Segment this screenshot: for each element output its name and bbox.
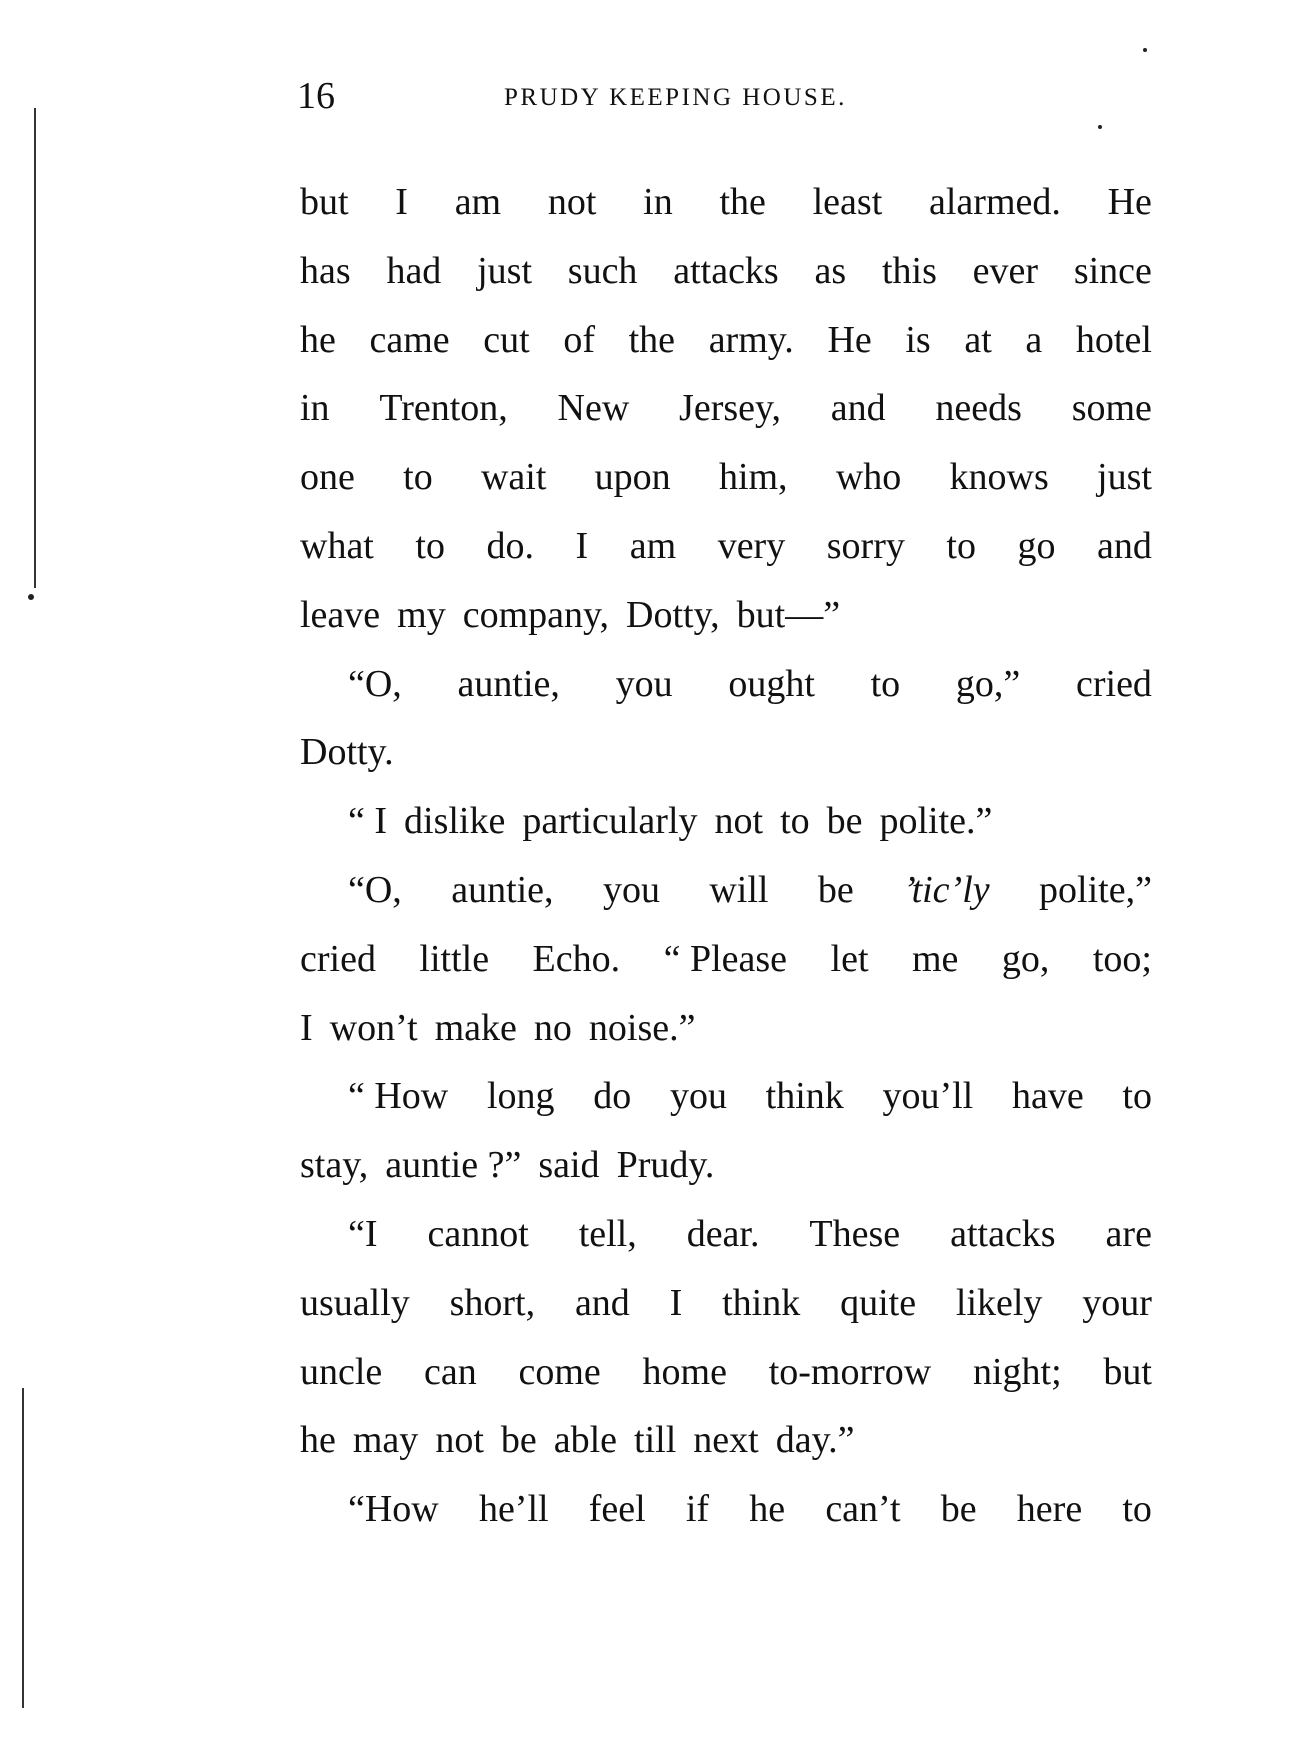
word: do bbox=[593, 1075, 632, 1118]
word: am bbox=[629, 524, 677, 567]
word: “ I bbox=[348, 800, 388, 843]
word: your bbox=[1082, 1281, 1152, 1324]
word: long bbox=[486, 1075, 555, 1118]
word: my bbox=[397, 593, 446, 636]
word: sorry bbox=[826, 524, 905, 567]
word: he’ll bbox=[478, 1488, 549, 1531]
word: auntie, bbox=[451, 868, 554, 911]
word: a bbox=[1025, 318, 1043, 361]
word: but—” bbox=[736, 593, 841, 636]
word: Prudy. bbox=[616, 1144, 715, 1187]
text-line bbox=[300, 1131, 1152, 1200]
word: noise.” bbox=[588, 1006, 696, 1049]
word: cried bbox=[1075, 662, 1152, 705]
word: attacks bbox=[673, 249, 779, 292]
word: ever bbox=[972, 249, 1039, 292]
word: too; bbox=[1092, 937, 1152, 980]
word: be bbox=[817, 868, 854, 911]
word: but bbox=[300, 181, 349, 223]
word: won’t bbox=[329, 1006, 418, 1049]
word: just bbox=[1097, 456, 1152, 499]
text-line bbox=[300, 581, 1152, 650]
word: feel bbox=[588, 1488, 646, 1531]
word: and bbox=[830, 387, 886, 430]
word: in bbox=[300, 387, 330, 430]
left-margin-scan-line bbox=[34, 108, 36, 588]
word: will bbox=[709, 868, 769, 911]
word: New bbox=[557, 387, 630, 430]
body-text bbox=[300, 168, 1152, 1544]
word: since bbox=[1073, 249, 1152, 292]
word: particularly bbox=[522, 800, 698, 843]
word: least bbox=[812, 181, 883, 223]
word: night; bbox=[972, 1350, 1062, 1393]
word: dear. bbox=[686, 1212, 760, 1255]
word: polite.” bbox=[879, 800, 993, 843]
word: These bbox=[809, 1212, 901, 1255]
text-line bbox=[300, 787, 1152, 856]
word: at bbox=[964, 318, 992, 361]
word: had bbox=[386, 249, 442, 292]
word: next bbox=[693, 1419, 759, 1462]
word: ’tic’ly bbox=[903, 868, 990, 911]
word: I bbox=[575, 524, 589, 567]
text-line bbox=[300, 1269, 1152, 1338]
word: needs bbox=[935, 387, 1022, 430]
word: home bbox=[642, 1350, 727, 1393]
word: likely bbox=[955, 1281, 1043, 1324]
word: to bbox=[403, 456, 433, 499]
word: knows bbox=[949, 456, 1049, 499]
word: dislike bbox=[404, 800, 506, 843]
word: have bbox=[1011, 1075, 1084, 1118]
word: army. bbox=[708, 318, 794, 361]
word: auntie, bbox=[457, 662, 560, 705]
word: to bbox=[780, 800, 810, 843]
word: ought bbox=[728, 662, 815, 705]
word: in bbox=[643, 181, 673, 223]
word: am bbox=[454, 181, 502, 223]
word: he bbox=[300, 318, 336, 361]
word: company, bbox=[462, 593, 610, 636]
word: to bbox=[946, 524, 976, 567]
running-head bbox=[297, 68, 1157, 118]
word: has bbox=[300, 249, 351, 292]
text-line bbox=[300, 306, 1152, 375]
word: day.” bbox=[775, 1419, 855, 1462]
text-line bbox=[300, 1475, 1152, 1544]
word: He bbox=[1107, 181, 1152, 223]
word: Echo. bbox=[532, 937, 621, 980]
word: not bbox=[547, 181, 597, 223]
word: cried bbox=[300, 937, 376, 980]
text-line bbox=[300, 1200, 1152, 1269]
word: to-morrow bbox=[768, 1350, 932, 1393]
word: Jersey, bbox=[679, 387, 782, 430]
word: to bbox=[870, 662, 901, 705]
text-line bbox=[300, 512, 1152, 581]
word: able bbox=[553, 1419, 618, 1462]
word: do. bbox=[486, 524, 534, 567]
word: wait bbox=[480, 456, 547, 499]
word: me bbox=[911, 937, 959, 980]
word: is bbox=[905, 318, 931, 361]
word: he bbox=[749, 1488, 786, 1531]
word: go, bbox=[1001, 937, 1050, 980]
word: as bbox=[814, 249, 847, 292]
text-line bbox=[300, 1338, 1152, 1407]
word: Dotty. bbox=[300, 731, 394, 774]
scan-speck bbox=[28, 594, 34, 600]
word: some bbox=[1071, 387, 1152, 430]
word: can bbox=[424, 1350, 477, 1393]
word: stay, bbox=[300, 1144, 369, 1187]
scan-speck bbox=[1098, 125, 1102, 129]
word: “ How bbox=[348, 1075, 449, 1118]
word: and bbox=[574, 1281, 630, 1324]
left-margin-scan-line-lower bbox=[22, 1388, 24, 1708]
word: here bbox=[1016, 1488, 1083, 1531]
word: be bbox=[826, 800, 863, 843]
word: to bbox=[415, 524, 445, 567]
text-line bbox=[300, 374, 1152, 443]
word: you bbox=[669, 1075, 727, 1118]
text-line bbox=[300, 1062, 1152, 1131]
word: leave bbox=[300, 593, 381, 636]
word: to bbox=[1122, 1075, 1152, 1118]
word: just bbox=[477, 249, 532, 292]
word: make bbox=[434, 1006, 517, 1049]
text-line bbox=[300, 718, 1152, 787]
word: are bbox=[1105, 1212, 1152, 1255]
word: no bbox=[533, 1006, 572, 1049]
word: he bbox=[300, 1419, 336, 1462]
word: cannot bbox=[427, 1212, 529, 1255]
word: polite,” bbox=[1039, 868, 1152, 911]
word: you bbox=[602, 868, 660, 911]
word: the bbox=[628, 318, 676, 361]
word: little bbox=[419, 937, 490, 980]
word: I bbox=[300, 1006, 313, 1049]
text-line bbox=[300, 650, 1152, 719]
word: attacks bbox=[950, 1212, 1056, 1255]
word: one bbox=[300, 456, 355, 499]
word: uncle bbox=[300, 1350, 383, 1393]
scan-speck bbox=[1143, 48, 1147, 52]
word: He bbox=[827, 318, 872, 361]
word: you’ll bbox=[882, 1075, 974, 1118]
word: him, bbox=[718, 456, 788, 499]
word: this bbox=[881, 249, 937, 292]
text-line bbox=[300, 925, 1152, 994]
word: cut bbox=[483, 318, 530, 361]
word: you bbox=[615, 662, 673, 705]
word: come bbox=[518, 1350, 601, 1393]
text-line bbox=[300, 856, 1152, 925]
word: if bbox=[685, 1488, 710, 1531]
text-line bbox=[300, 237, 1152, 306]
word: tell, bbox=[578, 1212, 637, 1255]
word: think bbox=[722, 1281, 801, 1324]
text-line bbox=[300, 1406, 1152, 1475]
word: not bbox=[714, 800, 764, 843]
word: let bbox=[830, 937, 869, 980]
word: usually bbox=[300, 1281, 410, 1324]
word: I bbox=[669, 1281, 683, 1324]
word: I bbox=[395, 181, 408, 223]
word: the bbox=[719, 181, 766, 223]
running-title: PRUDY KEEPING HOUSE. bbox=[504, 84, 847, 111]
word: “ Please bbox=[663, 937, 788, 980]
word: upon bbox=[594, 456, 671, 499]
word: “O, bbox=[348, 868, 402, 911]
word: short, bbox=[449, 1281, 536, 1324]
word: may bbox=[352, 1419, 419, 1462]
word: such bbox=[567, 249, 638, 292]
word: go bbox=[1017, 524, 1056, 567]
word: said bbox=[538, 1144, 600, 1187]
word: alarmed. bbox=[929, 181, 1061, 223]
word: be bbox=[500, 1419, 537, 1462]
word: Trenton, bbox=[379, 387, 508, 430]
word: go,” bbox=[955, 662, 1021, 705]
word: to bbox=[1122, 1488, 1152, 1531]
page-number: 16 bbox=[297, 75, 335, 117]
word: can’t bbox=[825, 1488, 901, 1531]
text-line bbox=[300, 994, 1152, 1063]
word: think bbox=[765, 1075, 844, 1118]
word: “I bbox=[348, 1212, 378, 1255]
word: what bbox=[300, 524, 374, 567]
word: came bbox=[369, 318, 450, 361]
word: be bbox=[940, 1488, 977, 1531]
word: who bbox=[835, 456, 902, 499]
word: quite bbox=[840, 1281, 917, 1324]
word: but bbox=[1103, 1350, 1152, 1393]
word: auntie ?” bbox=[385, 1144, 522, 1187]
word: “O, bbox=[348, 662, 402, 705]
text-line bbox=[300, 443, 1152, 512]
word: and bbox=[1097, 524, 1152, 567]
text-line bbox=[300, 168, 1152, 237]
word: “How bbox=[348, 1488, 439, 1531]
word: not bbox=[435, 1419, 484, 1462]
word: till bbox=[634, 1419, 677, 1462]
word: Dotty, bbox=[626, 593, 720, 636]
word: of bbox=[563, 318, 595, 361]
word: hotel bbox=[1075, 318, 1152, 361]
word: very bbox=[717, 524, 786, 567]
